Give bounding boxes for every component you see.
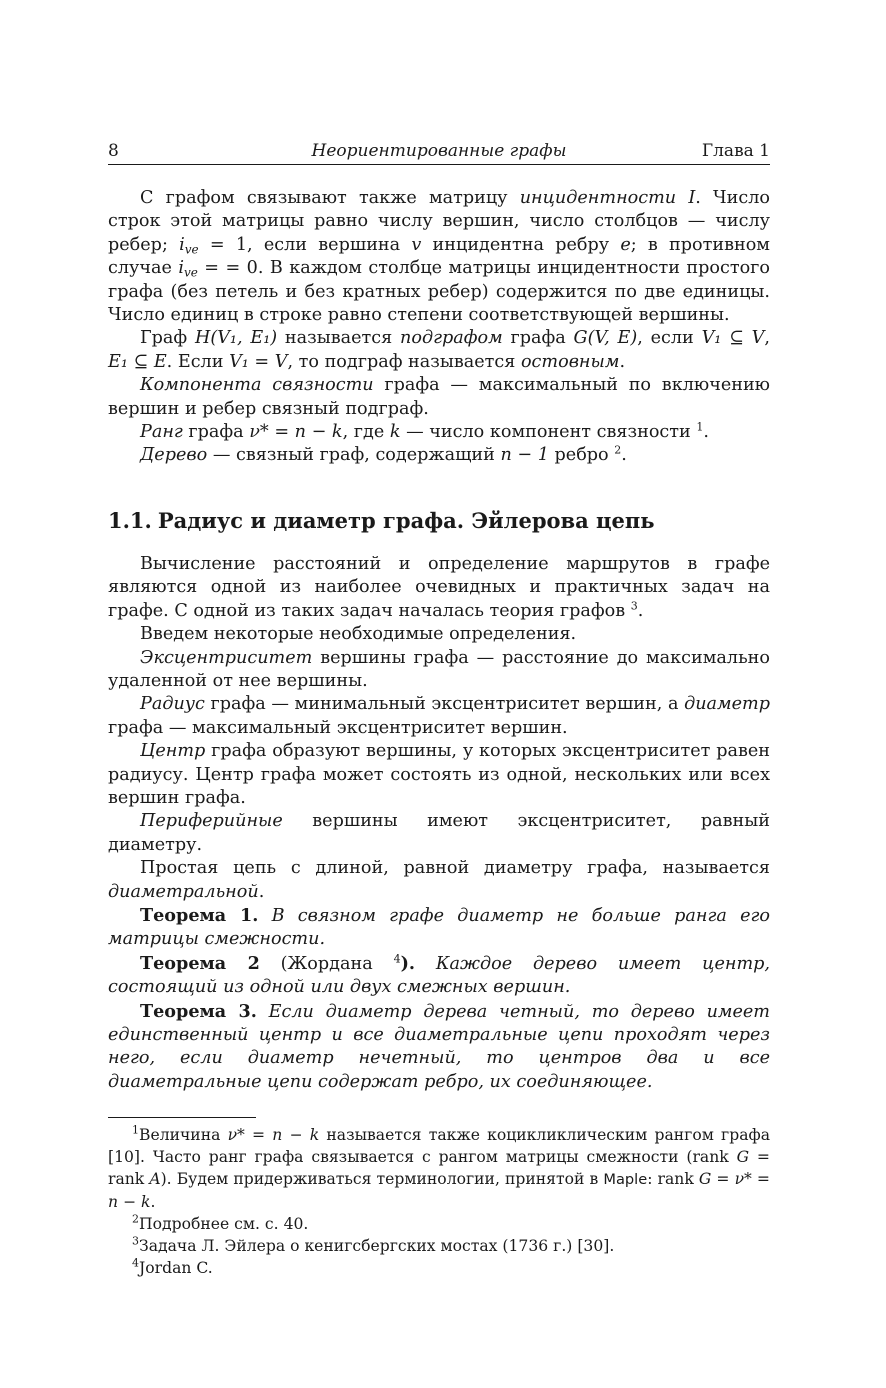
footnote-number: 3: [132, 1234, 139, 1248]
math-symbol: A: [149, 1170, 161, 1189]
math-expression: V₁ ⊆ V: [701, 328, 765, 349]
theorem-1: [108, 904, 770, 952]
footnote-ref: 2: [614, 443, 622, 457]
math-expression: H(V₁, E₁): [194, 328, 278, 349]
term-component: Компонента связности: [140, 375, 374, 396]
text: = 1, если вершина: [198, 234, 412, 255]
text: называется также коцикликлическим рангом графа [10]. Часто ранг графа связывается с рангом матрицы смежности (rank: [108, 1126, 770, 1167]
term-diametral: диаметральной: [108, 881, 259, 902]
term-radius: Радиус: [140, 694, 205, 715]
math-symbol: k: [389, 422, 401, 443]
paragraph-radius: [108, 693, 770, 740]
footnote-number: 4: [132, 1256, 139, 1270]
math-symbol: I: [688, 188, 696, 208]
footnote-number: 1: [132, 1123, 139, 1137]
term-subgraph: подграфом: [400, 328, 503, 349]
text: графа: [502, 328, 574, 349]
term-center: Центр: [140, 741, 206, 762]
text: графа — максимальный эксцентриситет вершин.: [108, 717, 568, 738]
text: .: [150, 1193, 156, 1212]
text: .: [258, 881, 265, 902]
math-symbol: i: [179, 234, 185, 255]
paragraph-rank: [108, 421, 770, 444]
section-title: Радиус и диаметр графа. Эйлерова цепь: [157, 507, 655, 533]
text: графа — минимальный эксцентриситет вершин, а: [204, 694, 685, 715]
term-eccentricity: Эксцентриситет: [140, 647, 313, 668]
text: Вычисление расстояний и определение маршрутов в графе являются одной из наиболее очевидных и практичных задач на графе. С одной из таких задач началась теория графов: [108, 553, 770, 621]
footnote-ref: 3: [630, 599, 638, 613]
text: = = 0. В каждом столбце матрицы инцидентности простого графа (без петель и без кратных ребер) содержится по две единицы. Число единиц в строке равно степени соответствующей вершины.: [108, 258, 770, 326]
math-symbol: e: [620, 234, 631, 255]
footnote-ref: 4: [393, 952, 401, 966]
text: Простая цепь с длиной, равной диаметру графа, называется: [140, 858, 770, 879]
term-tree: Дерево: [140, 445, 208, 466]
section-number: 1.1.: [108, 507, 152, 533]
footnote-3: [108, 1235, 770, 1257]
math-expression: V₁ = V: [229, 351, 288, 372]
paragraph-center: [108, 740, 770, 810]
paragraph-component: [108, 374, 770, 421]
text: . Если: [166, 351, 230, 372]
math-symbol: i: [178, 258, 184, 279]
text: , то подграф называется: [287, 351, 521, 372]
paragraph-definitions: Введем некоторые необходимые определения.: [140, 624, 577, 645]
text: , если: [637, 328, 702, 349]
math-expression: n − 1: [500, 445, 549, 466]
intro-block: [108, 187, 770, 468]
running-title: Неориентированные графы: [311, 141, 567, 161]
theorem-3: [108, 1000, 770, 1095]
paragraph-subgraph: [108, 327, 770, 374]
book-page: [108, 138, 770, 1279]
math-subscript: ve: [183, 265, 198, 280]
theorem-text: В связном графе диаметр не больше ранга его матрицы смежности.: [108, 905, 770, 950]
math-symbol: v: [411, 234, 422, 255]
text: , где: [342, 422, 390, 443]
theorem-label: Теорема 2: [140, 952, 260, 974]
math-expression: G = ν* = n − k: [108, 1170, 770, 1212]
text: .: [703, 422, 709, 443]
footnotes: [108, 1117, 770, 1279]
text: : rank: [647, 1170, 699, 1189]
paragraph-distances: [108, 553, 770, 623]
paragraph-eccentricity: [108, 647, 770, 694]
theorem-text: Каждое дерево имеет центр, состоящий из одной или двух смежных вершин.: [108, 953, 770, 998]
theorem-2: [108, 952, 770, 1000]
running-head: [108, 138, 770, 165]
text: Задача Л. Эйлера о кенигсбергских мостах (1736 г.) [30].: [139, 1237, 615, 1256]
section-body: [108, 553, 770, 1094]
text: ). Будем придерживаться терминологии, принятой в: [160, 1170, 604, 1189]
term-peripheral: Периферийные: [140, 811, 283, 832]
text: — число компонент связности: [400, 422, 697, 443]
text: инцидентна ребру: [421, 234, 621, 255]
paragraph-incidence: [108, 187, 770, 327]
math-expression: E₁ ⊆ E: [108, 351, 167, 372]
math-expression: ν* = n − k: [227, 1126, 320, 1145]
math-expression: G(V, E): [573, 328, 638, 349]
text: Jordan C.: [139, 1259, 213, 1278]
text: С графом связывают также матрицу: [140, 188, 520, 208]
paragraph-tree: [108, 444, 770, 467]
math-symbol: G: [736, 1148, 750, 1167]
text: графа образуют вершины, у которых эксцентриситет равен радиусу. Центр графа может состоять из одной, нескольких или всех вершин графа.: [108, 741, 770, 808]
paragraph-peripheral: [108, 810, 770, 857]
math-expression: ν* = n − k: [249, 422, 343, 443]
text: графа — максимальный по включению вершин и ребер связный подграф.: [108, 375, 771, 419]
page-number: 8: [108, 141, 119, 161]
footnote-number: 2: [132, 1212, 139, 1226]
text: (Жордана: [259, 953, 394, 974]
text: вершины графа — расстояние до максимально удаленной от нее вершины.: [108, 647, 770, 691]
term-incidence: инцидентности: [519, 188, 677, 208]
text: . Число строк этой матрицы равно числу вершин, число столбцов — числу ребер;: [108, 188, 770, 255]
footnote-2: [108, 1213, 770, 1235]
footnote-1: [108, 1124, 770, 1213]
theorem-label: Теорема 1.: [140, 904, 259, 926]
theorem-text: Если диаметр дерева четный, то дерево имеет единственный центр и все диаметральные цепи проходят через него, если диаметр нечетный, то центров два и все диаметральные цепи содержат ребро, их соединяющее.: [108, 1001, 770, 1092]
text: называется: [277, 328, 401, 349]
text: — связный граф, содержащий: [207, 445, 501, 466]
term-spanning: остовным: [520, 351, 620, 372]
term-rank: Ранг: [140, 422, 183, 443]
text: Величина: [139, 1126, 228, 1145]
text: Подробнее см. с. 40.: [139, 1215, 309, 1234]
text: = rank: [108, 1148, 770, 1189]
theorem-label: Теорема 3.: [140, 1000, 257, 1022]
text: вершины имеют эксцентриситет, равный диаметру.: [108, 811, 770, 855]
paragraph-diametral: [108, 857, 770, 904]
text: графа: [182, 422, 250, 443]
footnote-rule: [108, 1117, 256, 1118]
footnote-4: [108, 1257, 770, 1279]
text: .: [619, 351, 626, 372]
section-heading: [108, 507, 770, 535]
software-name: Maple: [603, 1171, 648, 1189]
chapter-label: Глава 1: [701, 141, 770, 161]
term-diameter: диаметр: [684, 694, 770, 715]
text: ,: [764, 328, 770, 349]
text: ).: [400, 952, 416, 974]
text: ребро: [548, 445, 615, 466]
footnote-ref: 1: [696, 420, 704, 434]
text: .: [621, 445, 627, 466]
text: .: [637, 600, 644, 621]
text: Граф: [140, 328, 195, 349]
math-subscript: ve: [184, 242, 199, 257]
text: ; в противном случае: [108, 234, 770, 279]
